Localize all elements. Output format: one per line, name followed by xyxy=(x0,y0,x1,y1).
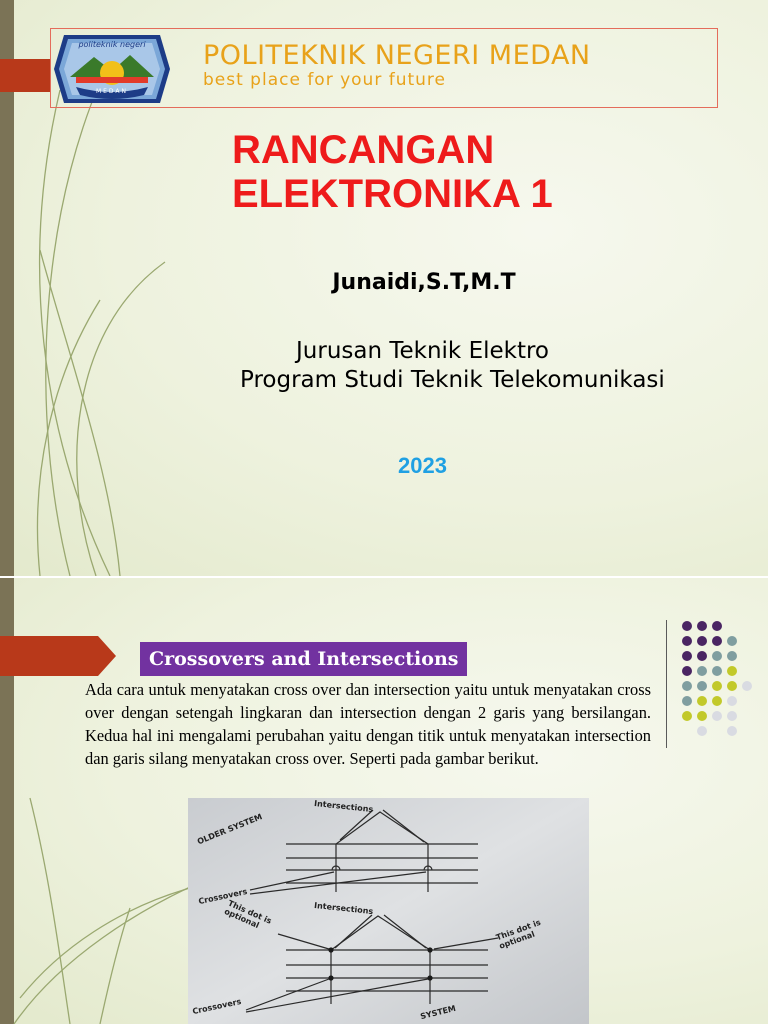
intersections-label-bottom: Intersections xyxy=(313,900,374,917)
institution-name: POLITEKNIK NEGERI MEDAN xyxy=(203,40,591,71)
older-system-label: OLDER SYSTEM xyxy=(196,812,264,847)
content-slide xyxy=(0,578,768,1024)
dot-optional-label-left: This dot is optional xyxy=(222,898,273,931)
crossover-intersection-figure xyxy=(188,798,589,1024)
year-label: 2023 xyxy=(398,453,447,478)
section-title: Crossovers and Intersections xyxy=(140,642,467,676)
program-name: Program Studi Teknik Telekomunikasi xyxy=(240,367,665,393)
crossovers-label-bottom: Crossovers xyxy=(191,996,243,1017)
logo-arc-text: politeknik negeri xyxy=(78,40,146,49)
course-title-line1: RANCANGAN xyxy=(232,128,495,172)
course-title-line2: ELEKTRONIKA 1 xyxy=(232,172,553,216)
divider-line xyxy=(666,620,667,748)
institution-tagline: best place for your future xyxy=(203,70,446,90)
body-paragraph: Ada cara untuk menyatakan cross over dan intersection yaitu untuk menyatakan cross over dengan setengah lingkaran dan intersection dengan 2 garis yang bersilangan. Kedua hal ini mengalami perubahan yaitu dengan titik untuk menyatakan intersection dan garis silang menyatakan cross over. Seperti pada gambar berikut. xyxy=(85,680,651,768)
dot-optional-label-right: This dot is optional xyxy=(494,917,542,951)
department-name: Jurusan Teknik Elektro xyxy=(296,338,549,364)
system-label-bottom: SYSTEM xyxy=(419,1003,457,1022)
decorative-dot-grid xyxy=(676,616,756,736)
logo-ribbon-text: MEDAN xyxy=(95,88,129,95)
author-name: Junaidi,S.T,M.T xyxy=(332,270,516,295)
intersections-label-top: Intersections xyxy=(313,798,374,815)
crossovers-label-top: Crossovers xyxy=(197,886,249,907)
course-title xyxy=(232,128,553,216)
